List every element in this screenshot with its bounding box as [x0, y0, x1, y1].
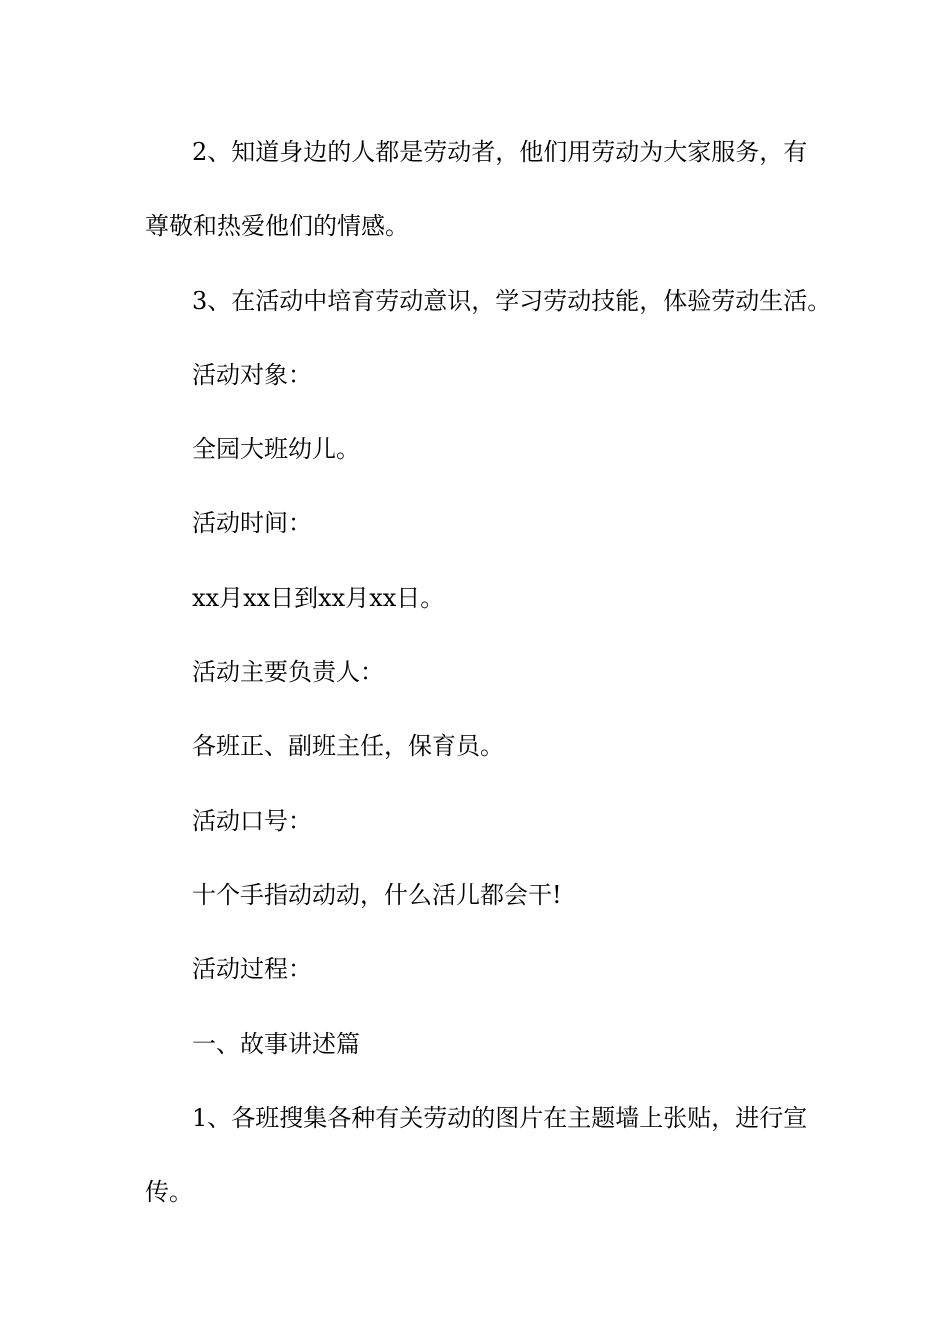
- paragraph-goal-3: 3、在活动中培育劳动意识，学习劳动技能，体验劳动生活。: [192, 287, 832, 315]
- activity-target-value: 全园大班幼儿。: [192, 435, 360, 463]
- section-story-telling: 一、故事讲述篇: [192, 1030, 360, 1058]
- activity-owner-value: 各班正、副班主任，保育员。: [192, 732, 504, 760]
- heading-activity-target: 活动对象：: [192, 361, 312, 389]
- paragraph-goal-2-line-2: 尊敬和热爱他们的情感。: [145, 212, 409, 240]
- heading-activity-process: 活动过程：: [192, 955, 312, 983]
- paragraph-step-1-line-1: 1、各班搜集各种有关劳动的图片在主题墙上张贴，进行宣: [192, 1104, 808, 1132]
- heading-activity-slogan: 活动口号：: [192, 807, 312, 835]
- heading-activity-time: 活动时间：: [192, 509, 312, 537]
- activity-time-value: xx月xx日到xx月xx日。: [192, 584, 445, 612]
- activity-slogan-value: 十个手指动动动，什么活儿都会干!: [192, 881, 562, 909]
- paragraph-step-1-line-2: 传。: [145, 1178, 193, 1206]
- heading-activity-owner: 活动主要负责人：: [192, 658, 384, 686]
- paragraph-goal-2-line-1: 2、知道身边的人都是劳动者，他们用劳动为大家服务，有: [192, 138, 808, 166]
